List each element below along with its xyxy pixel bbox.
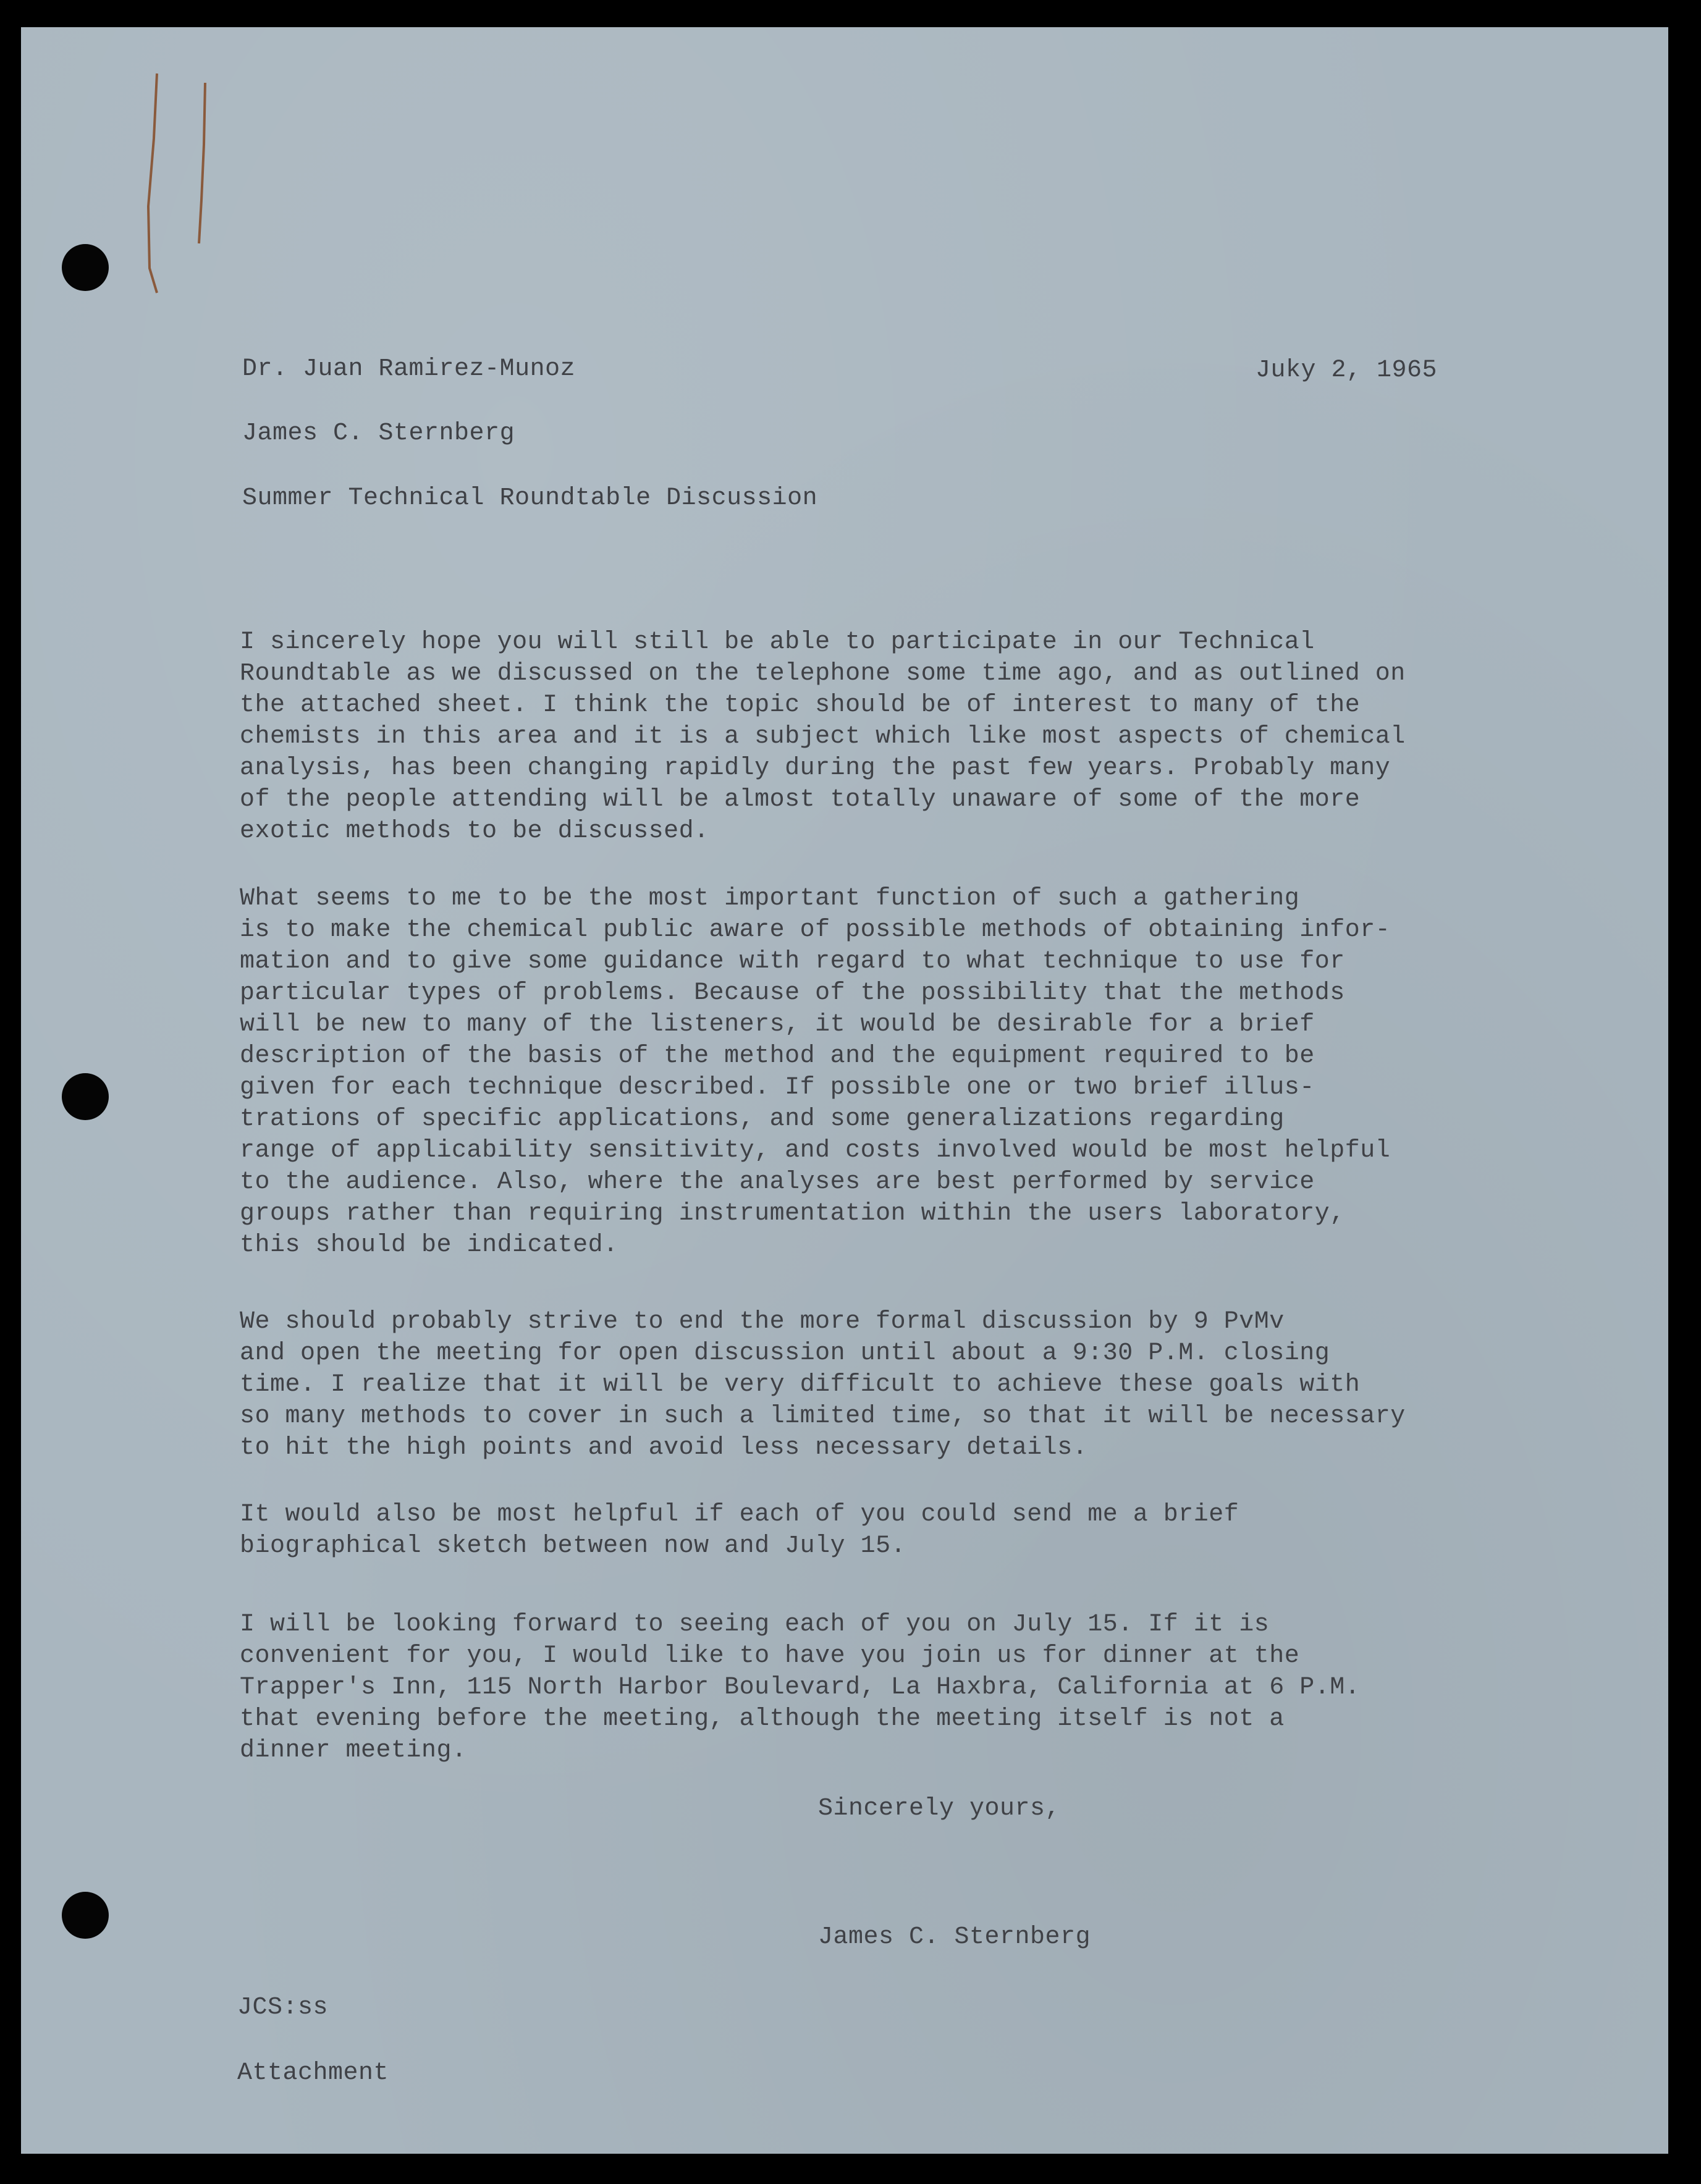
memo-date: Juky 2, 1965 — [1256, 356, 1438, 384]
body-paragraph-2: What seems to me to be the most important function of such a gathering is to make the chemical public aware of possible methods of obtaining infor- mation and to give some guidance with regard to what technique to use for particular types of problems. Because of the possibility that the methods will be new to many of the listeners, it would be desirable for a brief description of the basis of the method and the equipment required to be given for each technique described. If possible one or two brief illus- trations of specific applications, and some generalizations regarding range of applicability sensitivity, and costs involved would be most helpful to the audience. Also, where the analyses are best performed by service groups rather than requiring instrumentation within the users laboratory, this should be indicated. — [240, 885, 1391, 1259]
body-paragraph-1: I sincerely hope you will still be able to participate in our Technical Roundtable as we discussed on the telephone some time ago, and as outlined on the attached sheet. I think the topic should be of interest to many of the chemists in this area and it is a subject which like most aspects of chemical analysis, has been changing rapidly during the past few years. Probably many of the people attending will be almost totally unaware of some of the more exotic methods to be discussed. — [240, 628, 1406, 845]
signer-name: James C. Sternberg — [818, 1923, 1091, 1951]
body-paragraph-5: I will be looking forward to seeing each of you on July 15. If it is convenient for you, I would like to have you join us for dinner at the Trapper's Inn, 115 North Harbor Boulevard, La Haxbra, California at 6 P.M. that evening before the meeting, although the meeting itself is not a dinner meeting. — [240, 1611, 1361, 1764]
binder-hole-top — [62, 244, 109, 291]
letter-page — [21, 27, 1668, 2154]
binder-hole-bottom — [62, 1892, 109, 1939]
memo-subject: Summer Technical Roundtable Discussion — [242, 484, 818, 512]
staple-mark — [21, 27, 268, 305]
enclosure-note: Attachment — [237, 2059, 389, 2087]
reference-initials: JCS:ss — [237, 1994, 329, 2022]
binder-hole-middle — [62, 1073, 109, 1120]
memo-to: Dr. Juan Ramirez-Munoz — [242, 355, 576, 383]
body-paragraph-3: We should probably strive to end the more formal discussion by 9 PvMv and open the meeting for open discussion until about a 9:30 P.M. closing time. I realize that it will be very difficult to achieve these goals with so many methods to cover in such a limited time, so that it will be necessary to hit the high points and avoid less necessary details. — [240, 1308, 1406, 1462]
body-paragraph-4: It would also be most helpful if each of you could send me a brief biographical sketch between now and July 15. — [240, 1501, 1239, 1560]
memo-from: James C. Sternberg — [242, 420, 515, 447]
closing-salutation: Sincerely yours, — [818, 1795, 1061, 1823]
